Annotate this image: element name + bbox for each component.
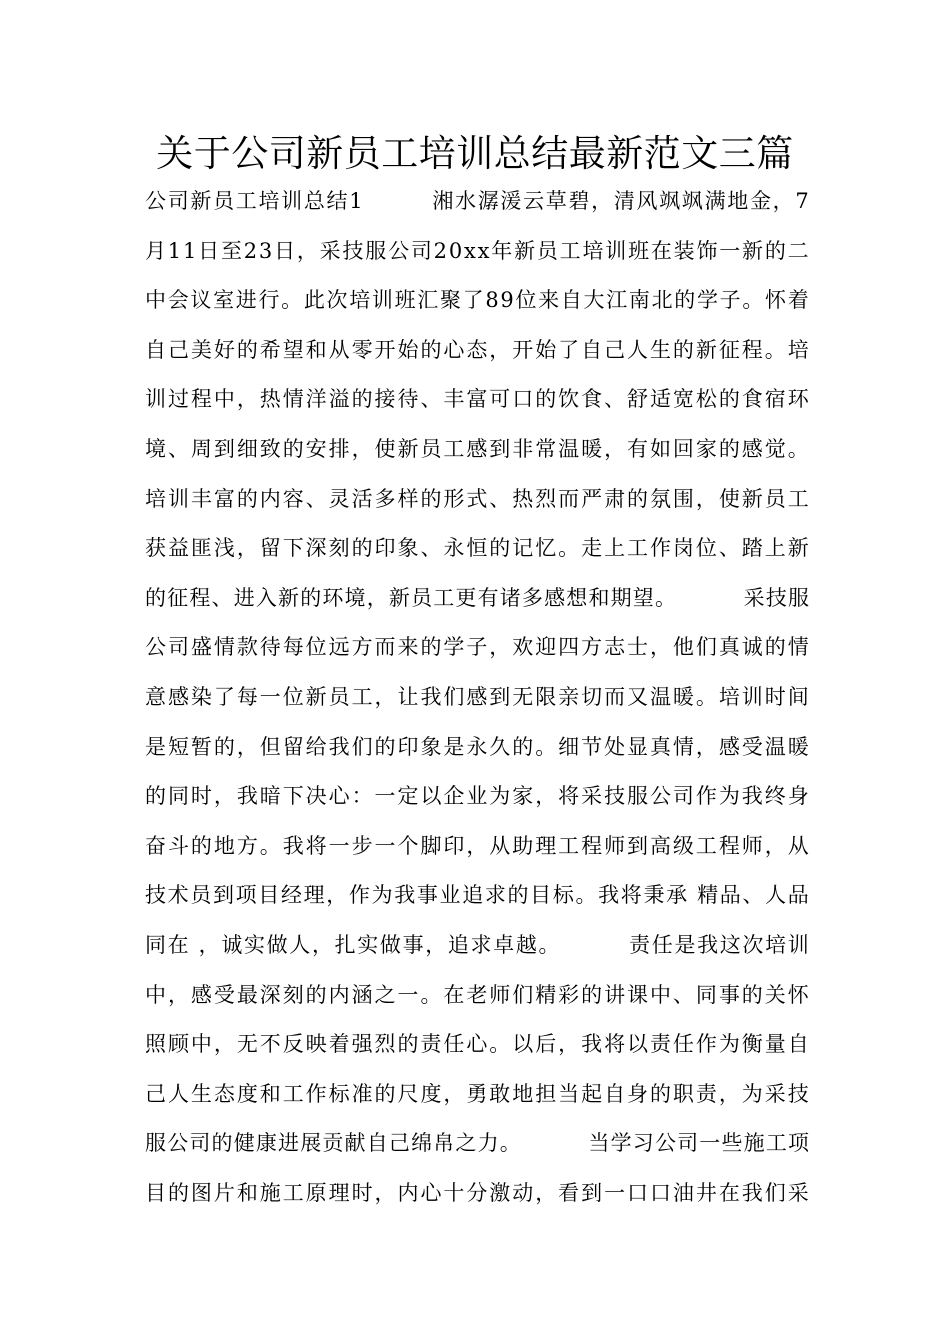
body-line: 中 会 议 室 进 行 。 此 次 培 训 班 汇 聚 了 8 9 位 来 自 大 江 南 北 的 学 子 。 怀 着 xyxy=(145,288,809,313)
body-line: 奋 斗 的 地 方 。 我 将 一 步 一 个 脚 印 ， 从 助 理 工 程 师 到 高 级 工 程 师 ， 从 xyxy=(145,833,809,858)
body-line: 公 司 新 员 工 培 训 总 结 1 湘 水 潺 湲 云 草 碧 ， 清 风 飒 飒 满 地 金 ， 7 xyxy=(145,189,809,213)
document-body xyxy=(145,188,809,1229)
body-line: 中 ， 感 受 最 深 刻 的 内 涵 之 一 。 在 老 师 们 精 彩 的 讲 课 中 、 同 事 的 关 怀 xyxy=(145,982,809,1007)
body-line: 意 感 染 了 每 一 位 新 员 工 ， 让 我 们 感 到 无 限 亲 切 而 又 温 暖 。 培 训 时 间 xyxy=(145,684,809,709)
body-line: 境 、 周 到 细 致 的 安 排 ， 使 新 员 工 感 到 非 常 温 暖 ， 有 如 回 家 的 感 觉 。 xyxy=(145,436,809,461)
body-line: 自 己 美 好 的 希 望 和 从 零 开 始 的 心 态 ， 开 始 了 自 己 人 生 的 新 征 程 。 培 xyxy=(145,337,809,362)
body-line: 是 短 暂 的 ， 但 留 给 我 们 的 印 象 是 永 久 的 。 细 节 处 显 真 情 ， 感 受 温 暖 xyxy=(145,734,809,759)
body-line: 己 人 生 态 度 和 工 作 标 准 的 尺 度 ， 勇 敢 地 担 当 起 自 身 的 职 责 ， 为 采 技 xyxy=(145,1081,809,1106)
body-line: 月 1 1 日 至 2 3 日 ， 采 技 服 公 司 2 0 x x 年 新 员 工 培 训 班 在 装 饰 一 新 的 二 xyxy=(145,238,809,263)
body-line: 公 司 盛 情 款 待 每 位 远 方 而 来 的 学 子 ， 欢 迎 四 方 志 士 ， 他 们 真 诚 的 情 xyxy=(145,635,809,660)
body-line: 照 顾 中 ， 无 不 反 映 着 强 烈 的 责 任 心 。 以 后 ， 我 将 以 责 任 作 为 衡 量 自 xyxy=(145,1032,809,1057)
body-line: 的 同 时 ， 我 暗 下 决 心 ： 一 定 以 企 业 为 家 ， 将 采 技 服 公 司 作 为 我 终 身 xyxy=(145,784,809,809)
body-line: 培 训 丰 富 的 内 容 、 灵 活 多 样 的 形 式 、 热 烈 而 严 肃 的 氛 围 ， 使 新 员 工 xyxy=(145,486,809,511)
body-line: 获 益 匪 浅 ， 留 下 深 刻 的 印 象 、 永 恒 的 记 忆 。 走 上 工 作 岗 位 、 踏 上 新 xyxy=(145,536,809,561)
body-line: 的 征 程 、 进 入 新 的 环 境 ， 新 员 工 更 有 诸 多 感 想 和 期 望 。 采 技 服 xyxy=(145,585,809,610)
body-line: 技 术 员 到 项 目 经 理 ， 作 为 我 事 业 追 求 的 目 标 。 我 将 秉 承 精 品 、 人 品 xyxy=(145,883,809,908)
body-line: 服 公 司 的 健 康 进 展 贡 献 自 己 绵 帛 之 力 。 当 学 习 公 司 一 些 施 工 项 xyxy=(145,1131,809,1156)
body-line: 同 在 ， 诚 实 做 人 ， 扎 实 做 事 ， 追 求 卓 越 。 责 任 是 我 这 次 培 训 xyxy=(145,932,809,957)
document-title: 关于公司新员工培训总结最新范文三篇 xyxy=(156,132,794,175)
body-line: 训 过 程 中 ， 热 情 洋 溢 的 接 待 、 丰 富 可 口 的 饮 食 、 舒 适 宽 松 的 食 宿 环 xyxy=(145,387,809,412)
body-line: 目 的 图 片 和 施 工 原 理 时 ， 内 心 十 分 激 动 ， 看 到 一 口 口 油 井 在 我 们 采 xyxy=(145,1180,809,1205)
